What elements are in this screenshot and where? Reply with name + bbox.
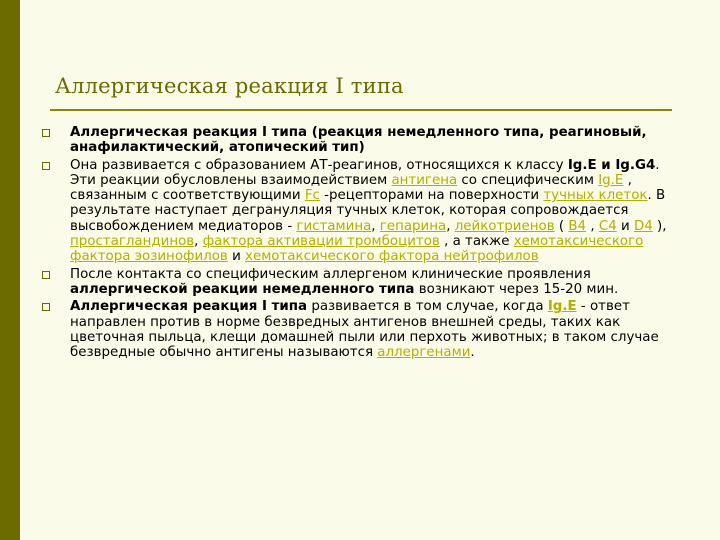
paragraph-text: со специфическим [457, 172, 599, 188]
paragraph-text: и [616, 218, 634, 234]
slide-title: Аллергическая реакция I типа [55, 74, 404, 98]
bullet-item-4 [42, 299, 682, 360]
paragraph-text: - ответ направлен против в норме безвредных антигенов внешней среды, таких как цветочная пыльца, клещи домашней пыли или перхоть животных; в таком случае безвредные обычно антигены называются [70, 299, 659, 361]
square-bullet-icon [42, 271, 50, 279]
left-accent-bar [0, 0, 20, 540]
link-leukotrienes[interactable]: лейкотриенов [454, 218, 555, 234]
square-bullet-icon [42, 129, 50, 137]
bold-text: Аллергическая реакция I типа [70, 299, 308, 315]
paragraph-text: развивается в том случае, когда [307, 299, 548, 315]
square-bullet-icon [42, 162, 50, 170]
paragraph-text: . В результате наступает дегрануляция тучных клеток, которая сопровождается высвобождением медиаторов - [70, 188, 666, 234]
paragraph-text: , а также [439, 234, 514, 250]
paragraph-text: , [446, 218, 455, 234]
link-prostaglandins[interactable]: простагландинов [70, 234, 195, 250]
paragraph-text: -рецепторами на поверхности [319, 188, 544, 204]
paragraph-text: ( [554, 218, 569, 234]
paragraph-text: Она развивается с образованием АТ-реагинов, относящихся к классу [70, 157, 568, 173]
paragraph-text: , [371, 218, 380, 234]
paragraph-text: , связанным с соответствующими [70, 172, 632, 204]
link-neutrophil-chemotactic-factor[interactable]: хемотаксического фактора нейтрофилов [245, 249, 539, 265]
link-antigen[interactable]: антигена [391, 172, 458, 188]
link-fc[interactable]: Fc [304, 188, 320, 204]
paragraph-text: , [586, 218, 599, 234]
bold-text: аллергической реакции немедленного типа [70, 281, 415, 297]
paragraph-text: и [227, 249, 246, 265]
slide-content [42, 125, 682, 362]
square-bullet-icon [42, 303, 50, 311]
link-histamine[interactable]: гистамина [296, 218, 372, 234]
link-ige[interactable]: Ig.E [547, 299, 577, 315]
paragraph-text: Аллергическая реакция I типа (реакция немедленного типа, реагиновый, анафилактический, атопический тип) [70, 125, 647, 156]
link-allergens[interactable]: аллергенами [377, 345, 471, 361]
link-c4[interactable]: C4 [598, 218, 617, 234]
paragraph-text: . Эти реакции обусловлены взаимодействием [70, 157, 660, 188]
paragraph-text: , [194, 234, 203, 250]
link-ige[interactable]: Ig.E [598, 172, 624, 188]
link-b4[interactable]: B4 [568, 218, 587, 234]
link-mast-cells[interactable]: тучных клеток [543, 188, 648, 204]
link-eosinophil-chemotactic-factor[interactable]: хемотаксического фактора эозинофилов [70, 234, 644, 265]
bold-text: Ig.E и Ig.G4 [567, 157, 656, 173]
link-platelet-activating-factor[interactable]: фактора активации тромбоцитов [202, 234, 440, 250]
paragraph-text: возникают через 15-20 мин. [414, 281, 619, 297]
bullet-item-3 [42, 267, 682, 298]
paragraph-text: . [470, 345, 475, 361]
paragraph-text: ), [652, 218, 667, 234]
link-d4[interactable]: D4 [633, 218, 653, 234]
bullet-item-2 [42, 158, 682, 265]
bullet-item-1 [42, 125, 682, 156]
paragraph-text: После контакта со специфическим аллергеном клинические проявления [70, 266, 591, 282]
title-divider [50, 109, 672, 111]
link-heparin[interactable]: гепарина [379, 218, 447, 234]
